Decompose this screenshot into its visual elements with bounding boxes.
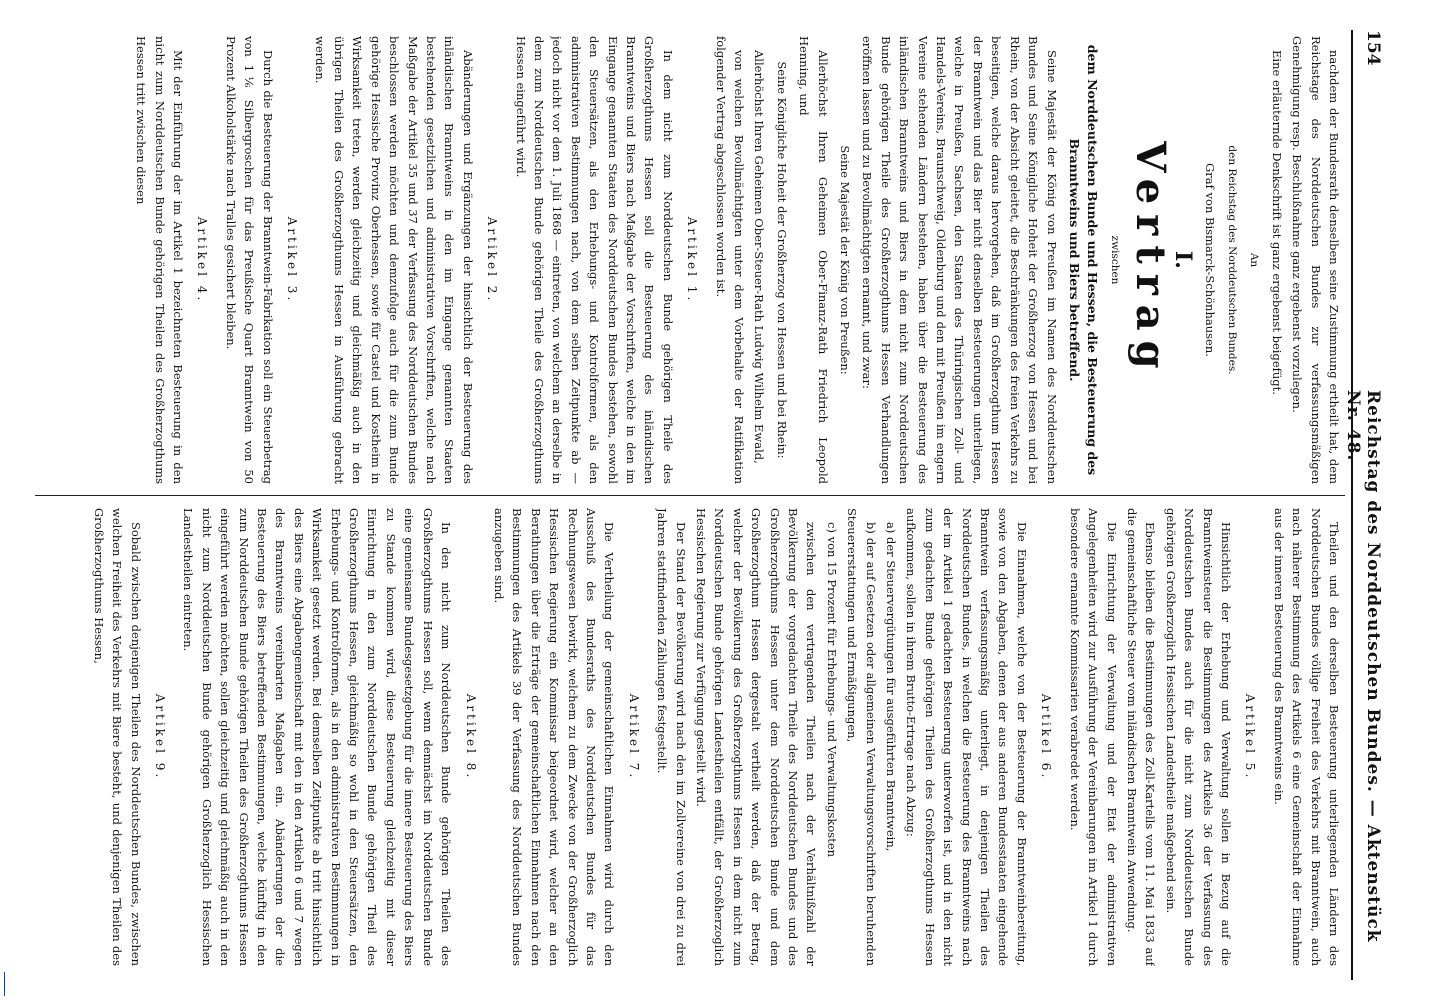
running-title: Reichstag des Norddeutschen Bundes. — Aktenstück Nr. 48. [1343,390,1383,943]
left-column [25,36,1343,484]
signature: Graf von Bismarck-Schönhausen. [1202,163,1217,357]
salutation-line: den Reichstag des Norddeutschen Bundes. [1225,145,1238,375]
article-heading: Artikel 1. [685,216,700,304]
preamble-paragraph: Seine Majestät der König von Preußen: [838,145,853,375]
article-paragraph: Ebenso bleiben die Bestimmungen des Zoll-Kartells vom 11. Mai 1833 auf die gemeinschaftliche Steuer vom inländischen Branntwein Anwendung. [1124,508,1158,966]
salutation-line: An [1248,252,1261,268]
preamble [711,36,1060,484]
page-header [1343,30,1387,980]
article-paragraph: c) von 15 Prozent für Erhebungs- und Verwaltungskosten [824,522,839,858]
article-paragraph: Hinsichtlich der Erhebung und Verwaltung sollen in Bezug auf die Branntweinsteuer die Bestimmungen des Artikels 36 der Verfassung des Norddeutschen Bundes auch für die nicht zum Norddeutschen Bunde gehörigen Großherzoglich Hessischen Landestheile maßgebend sein. [1163,508,1233,966]
preamble-paragraph: Seine Majestät der König von Preußen im Namen des Norddeutschen Bundes und Seine Königliche Hoheit der Großherzog von Hessen und bei Rhein, von der Absicht geleitet, die Beschränkungen des freien Verkehrs zu beseitigen, welche daraus hervorgehen, daß im Großherzogthum Hessen der Branntwein und das Bier nicht denselben Besteuerungen unterliegen, welche in Preußen, Sachsen, den Staaten des Thüringischen Zoll- und Handels-Vereins, Braunschweig, Oldenburg und den mit Preußen im engern Vereine stehenden Ländern bestehen, haben über die Besteuerung des inländischen Branntweins und Biers in dem nicht zum Norddeutschen Bunde gehörigen Theile des Großherzogthums Hessen Verhandlungen eröffnen lassen und zu Bevollmächtigten ernannt, und zwar: [860,36,1059,484]
article-heading: Artikel 4. [195,216,210,304]
article-paragraph: Die Vertheilung der gemeinschaftlichen Einnahmen wird durch den Ausschuß des Bundesraths des Norddeutschen Bundes für das Rechnungswesen bewirkt, welchem zu dem Zwecke von der Großherzoglich Hessischen Regierung ein Kommissar beigeordnet wird, welcher an den Berathungen über die Erträge der gemeinschaftlichen Einnahmen nach den Bestimmungen des Artikels 39 der Verfassung des Norddeutschen Bundes anzugeben sind. [491,508,617,966]
right-column [25,508,1343,966]
article-heading: Artikel 2. [485,216,500,304]
articles [132,36,701,484]
article-heading: Artikel 5. [1243,693,1258,781]
preamble-paragraph: von welchen Bevollmächtigten unter dem Vorbehalte der Ratifikation folgender Vertrag abgeschlossen worden ist. [713,36,747,484]
article-paragraph: zwischen den vertragenden Theilen nach der Verhältnißzahl der Bevölkerung der vorgedachten Theile des Norddeutschen Bundes und des Großherzogthums Hessen unter dem Norddeutschen Bunde und dem Großherzogthum Hessen dergestalt vertheilt werden, daß der Betrag, welcher der Bevölkerung des Großherzogthums Hessen in dem nicht zum Norddeutschen Bunde gehörigen Landestheilen entfällt, der Großherzoglich Hessischen Regierung zur Verfügung gestellt wird. [694,508,819,966]
article-heading: Artikel 8. [463,693,478,781]
preamble-paragraph: Allerhöchst Ihren Geheimen Ober-Steuer-Rath Ludwig Wilhelm Ewald, [752,50,767,464]
article-paragraph: Abänderungen und Ergänzungen der hinsichtlich der Besteuerung des inländischen Branntweins in den im Eingange genannten Staaten bestehenden gesetzlichen und administrativen Vorschriften, welche nach Maßgabe der Artikel 35 und 37 der Verfassung des Norddeutschen Bundes beschlossen werden möchten und demzufolge auch für die zum Bunde gehörige Hessische Provinz Oberhessen, sowie für Castel und Kostheim in Wirksamkeit treten, werden gleichzeitig und gleichmäßig auch in den übrigen Theilen des Großherzogthums Hessen in Ausführung gebracht werden. [313,36,475,484]
between-label: zwischen [1108,235,1121,285]
article-paragraph: Mit der Einführung der im Artikel 1 bezeichneten Besteuerung in den nicht zum Norddeutschen Bunde gehörigen Theilen des Großherzogthums Hessen tritt zwischen diesen [134,36,186,484]
article-heading: Artikel 3. [285,216,300,304]
document-subtitle: dem Norddeutschen Bunde und Hessen, die Besteuerung des Branntweins und Biers betreffend. [1066,44,1101,476]
article-heading: Artikel 9. [153,693,168,781]
article-paragraph: In den nicht zum Norddeutschen Bunde gehörigen Theilen des Großherzogthums Hessen soll, wenn demnächst im Norddeutschen Bunde eine gemeinsame Bundesgesetzgebung für die innere Besteuerung des Biers zu Stande kommen wird, diese Besteuerung gleichzeitig mit dieser Einrichtung in den zum Norddeutschen Bunde gehörigen Theil des Großherzogthums Hessen, gleichmäßig so wohl in den Steuersätzen, den Erhebungs- und Kontrolformen, als in den administrativen Bestimmungen in Wirksamkeit gesetzt werden. Bei demselben Zeitpunkte ab tritt hinsichtlich des Biers eine Abgabengemeinschaft mit den in den Artikeln 6 und 7 wegen des Branntweins vereinbarten Maßgaben ein. Abänderungen der die Besteuerung des Biers betreffenden Bestimmungen, welche künftig in den zum Norddeutschen Bunde gehörigen Theilen des Großherzogthums Hessen eingeführt werden möchten, sollen gleichzeitig und gleichmäßig auch in den nicht zum Norddeutschen Bunde gehörigen Großherzoglich Hessischen Landestheilen eintreten. [181,508,454,966]
article-paragraph: b) der auf Gesetzen oder allgemeinen Verwaltungsvorschriften beruhenden Steuererstattungen und Ermäßigungen, [845,508,878,966]
column-divider [35,495,1345,496]
article-paragraph: In dem nicht zum Norddeutschen Bunde gehörigen Theile des Großherzogthums Hessen soll die Besteuerung des inländischen Branntweins und Biers nach Maßgabe der Vorschriften, welche in den im Eingange genannten Staaten des Norddeutschen Bundes bestehen, sowohl den Steuersätzen, als den Erhebungs- und Kontrolformen, als den administrativen Bestimmungen nach, von dem selben Zeitpunkte ab — jedoch nicht vor dem 1. Juli 1868 — eintreten, von welchem an derselbe in dem zum Norddeutschen Bunde gehörigen Theile des Großherzogthums Hessen eingeführt wird. [513,36,675,484]
preamble-paragraph: Seine Königliche Hoheit der Großherzog von Hessen und bei Rhein: [774,61,789,459]
preamble-paragraph: Allerhöchst Ihren Geheimen Ober-Finanz-Rath Friedrich Leopold Henning, und [797,36,830,484]
document-numeral: I. [1170,251,1197,269]
intro-paragraph: nachdem der Bundesrath denselben seine Zustimmung ertheilt hat, dem Reichstage des Norddeutschen Bundes zur verfassungsmäßigen Genehmigung resp. Beschlußnahme ganz ergebenst vorzulegen. [1290,36,1341,484]
article-paragraph: Durch die Besteuerung der Branntwein-Fabrikation soll ein Steuerbetrag von 1⅙ Silbergroschen für das Preußische Quart Branntwein von 50 Prozent Alkoholstärke nach Tralles gesichert bleiben. [223,36,275,484]
article-heading: Artikel 6. [1039,693,1054,781]
scanned-page [5,0,1395,1000]
intro-paragraph: Eine erläuternde Denkschrift ist ganz ergebenst beigefügt. [1269,50,1284,395]
article-paragraph: Sobald zwischen denjenigen Theilen des Norddeutschen Bundes, zwischen welchen Freiheit des Verkehrs mit Biere besteht, und denjenigen Theilen des Großherzogthums Hessen, [91,508,143,966]
document-title: Vertrag [1126,141,1174,379]
page-number: 154 [1363,30,1383,66]
article-paragraph: Die Einnahmen, welche von der Besteuerung der Branntweinbereitung, sowie von den Abgaben, denen der aus anderen Bundesstaaten eingehende Branntwein verfassungsmäßig unterliegt, in denjenigen Theilen des Norddeutschen Bundes, in welchen die Besteuerung des Branntweins nach der im Artikel 1 gedachten Besteuerung unterworfen ist, und in den nicht zum gedachten Bunde gehörigen Theilen des Großherzogthums Hessen aufkommen, sollen in ihrem Brutto-Ertrage nach Abzug: [904,508,1029,966]
article-paragraph: Die Einrichtung der Verwaltung und der Etat der administrativen Angelegenheiten wird zur Ausführung der Vereinbarungen im Artikel 1 durch besondere ernannte Kommissarien verabredet werden. [1067,508,1119,966]
article-paragraph: a) der Steuervergütungen für ausgeführten Branntwein, [884,522,899,852]
right-intro [1269,508,1343,966]
articles [89,508,1259,966]
intro-paragraph: Theilen und den derselben Besteuerung unterliegenden Ländern des Norddeutschen Bundes völlige Freiheit des Verkehrs mit Branntwein, auch nach näherer Bestimmung des Artikels 6 eine Gemeinschaft der Einnahme aus der inneren Besteuerung des Branntweins ein. [1271,508,1341,966]
article-paragraph: Der Stand der Bevölkerung wird nach den im Zollvereine von drei zu drei Jahren stattfindenden Zählungen festgestellt. [655,508,688,966]
article-heading: Artikel 7. [626,693,641,781]
